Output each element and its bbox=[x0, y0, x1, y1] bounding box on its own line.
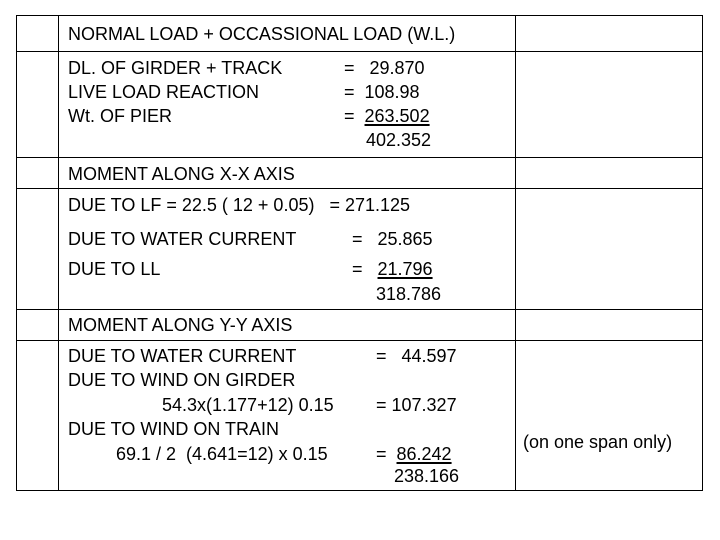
moment-xx-water-label: DUE TO WATER CURRENT bbox=[68, 229, 297, 249]
load-value-girder-track: = 29.870 bbox=[344, 58, 425, 78]
moment-yy-wind-train-value: = 86.242 bbox=[376, 444, 452, 464]
moment-yy-wind-train-label: DUE TO WIND ON TRAIN bbox=[68, 419, 280, 439]
load-total: 402.352 bbox=[366, 130, 432, 150]
table-border-top bbox=[16, 15, 703, 16]
moment-xx-ll-label: DUE TO LL bbox=[68, 259, 161, 279]
row-divider-1 bbox=[16, 51, 703, 52]
column-divider-right bbox=[515, 15, 516, 491]
moment-yy-wind-girder-formula: 54.3x(1.177+12) 0.15 bbox=[162, 395, 334, 415]
table-border-right bbox=[702, 15, 703, 491]
load-label-girder-track: DL. OF GIRDER + TRACK bbox=[68, 58, 283, 78]
moment-xx-ll-value: = 21.796 bbox=[352, 259, 433, 279]
span-note: (on one span only) bbox=[523, 432, 673, 452]
moment-yy-wind-girder-value: = 107.327 bbox=[376, 395, 457, 415]
moment-yy-total: 238.166 bbox=[394, 466, 460, 486]
moment-yy-water-label: DUE TO WATER CURRENT bbox=[68, 346, 297, 366]
moment-xx-total: 318.786 bbox=[376, 284, 442, 304]
load-value-pier-weight: = 263.502 bbox=[344, 106, 430, 126]
moment-yy-wind-train-formula: 69.1 / 2 (4.641=12) x 0.15 bbox=[116, 444, 328, 464]
section-title: NORMAL LOAD + OCCASSIONAL LOAD (W.L.) bbox=[68, 24, 456, 44]
moment-yy-water-value: = 44.597 bbox=[376, 346, 457, 366]
moment-yy-wind-girder-label: DUE TO WIND ON GIRDER bbox=[68, 370, 296, 390]
row-divider-3 bbox=[16, 188, 703, 189]
moment-xx-lf-line: DUE TO LF = 22.5 ( 12 + 0.05) = 271.125 bbox=[68, 195, 411, 215]
column-divider-left bbox=[58, 15, 59, 491]
row-divider-5 bbox=[16, 340, 703, 341]
moment-xx-title: MOMENT ALONG X-X AXIS bbox=[68, 164, 295, 184]
load-label-live-load: LIVE LOAD REACTION bbox=[68, 82, 260, 102]
table-border-left bbox=[16, 15, 17, 491]
load-value-live-load: = 108.98 bbox=[344, 82, 420, 102]
moment-yy-title: MOMENT ALONG Y-Y AXIS bbox=[68, 315, 293, 335]
row-divider-4 bbox=[16, 309, 703, 310]
moment-xx-water-value: = 25.865 bbox=[352, 229, 433, 249]
table-border-bottom bbox=[16, 490, 703, 491]
row-divider-2 bbox=[16, 157, 703, 158]
load-label-pier-weight: Wt. OF PIER bbox=[68, 106, 173, 126]
